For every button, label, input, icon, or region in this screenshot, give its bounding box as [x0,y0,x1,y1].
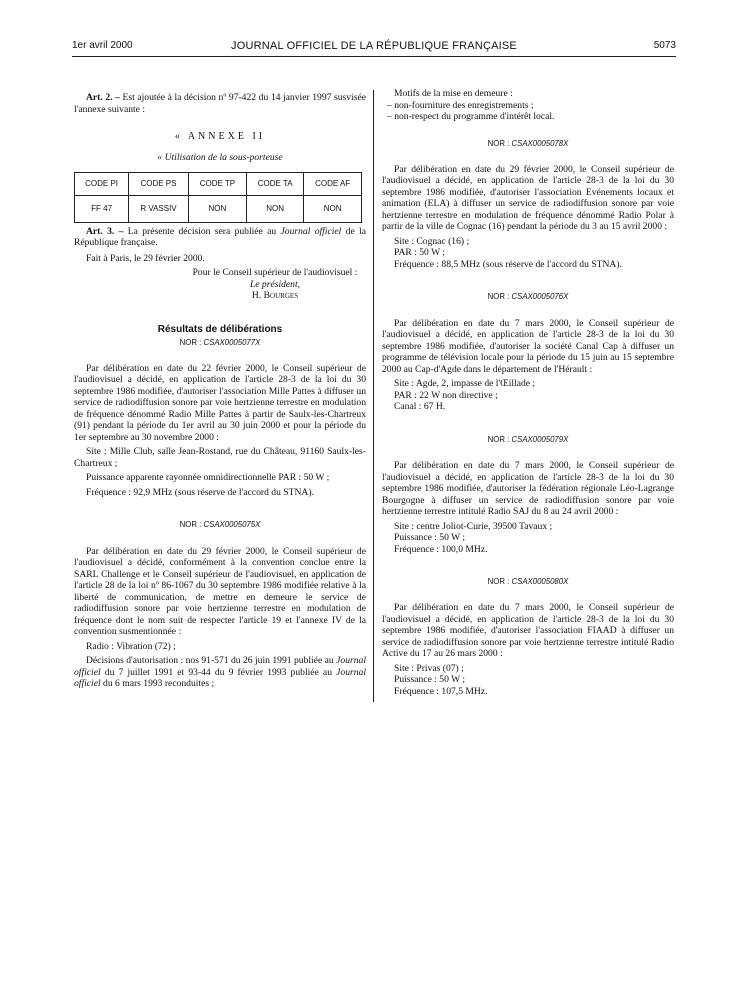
header-page-number: 5073 [653,40,676,51]
article-3 [74,226,366,249]
site-line: Site : centre Joliot-Curie, 39500 Tavaux ; [394,520,553,532]
deliberation-paragraph: Par délibération en date du 22 février 2000, le Conseil supérieur de l'audiovisuel a décidé, en application de l'article 28-3 de la loi du 30 septembre 1986 modifiée, d'autoriser l'association Mille Pattes à diffuser un service de radiodiffusion sonore par voie hertzienne terrestre en modulation de fréquence dénommé Radio Mille Pattes à partir de Saulx-les-Chartreux (91) pendant la période du 1er avril au 30 juin 2000 et pour la période du 1er septembre au 30 novembre 2000 : [74,362,366,443]
decisions-text: du 6 mars 1993 reconduites ; [100,678,215,690]
page-header [72,40,676,56]
power-line: Puissance : 50 W ; [394,532,466,544]
frequency-line: Fréquence : 100,0 MHz. [394,543,488,555]
header-rule [72,56,676,57]
article-3-text-end: de la République française. [74,225,366,248]
codes-table [74,172,362,223]
annex-subtitle [74,152,366,164]
table-cell: R VASSIV [129,195,189,222]
nor-reference [382,577,674,586]
site-line: Site : Agde, 2, impasse de l'Œillade ; [394,378,536,390]
nor-label: NOR : [487,577,510,587]
signature-line-2 [74,279,366,291]
nor-code: CSAX0005077X [203,337,261,347]
frequency-line: Fréquence : 88,5 MHz (sous réserve de l'accord du STNA). [394,258,622,270]
annex-title: « ANNEXE II [174,131,266,142]
column-divider [373,90,374,702]
site-line: Site : Privas (07) ; [394,662,464,674]
table-header-cell: CODE TA [247,172,304,195]
site-line: Site : Cognac (16) ; [394,235,470,247]
nor-reference [74,338,366,347]
nor-reference [74,520,366,529]
nor-code: CSAX0005078X [511,138,569,148]
header-journal-title: JOURNAL OFFICIEL DE LA RÉPUBLIQUE FRANÇAISE [231,40,517,52]
signature-line-1: Pour le Conseil supérieur de l'audiovisuel : [192,267,358,278]
nor-label: NOR : [179,520,202,530]
table-header-cell: CODE TP [188,172,246,195]
signature-name: H. Bourges [251,290,299,301]
frequency-line: Fréquence : 92,9 MHz (sous réserve de l'accord du STNA). [86,486,314,498]
article-2 [74,92,366,115]
article-2-text: Est ajoutée à la décision nº 97-422 du 14 janvier 1997 susvisée l'annexe suivante : [74,92,366,115]
article-3-text: La présente décision sera publiée au [123,225,281,237]
signature-title: Le président, [249,278,301,290]
left-column [74,92,366,690]
table-cell: NON [247,195,304,222]
header-date: 1er avril 2000 [72,40,133,51]
motifs-title: Motifs de la mise en demeure : [394,88,513,99]
frequency-line: Fréquence : 107,5 MHz. [394,685,488,697]
decisions-text: Décisions d'autorisation : nos 91-571 du 26 juin 1991 publiée au [86,655,337,667]
article-2-label: Art. 2. – [86,92,120,103]
radio-line: Radio : Vibration (72) ; [86,640,176,652]
deliberation-paragraph: Par délibération en date du 7 mars 2000, le Conseil supérieur de l'audiovisuel a décidé, en application de l'article 28-3 de la loi du 30 septembre 1986 modifiée, d'autoriser l'association FIAAD à diffuser un service de radiodiffusion sonore par voie hertzienne terrestre intitulé Radio Active du 17 au 26 mars 2000 : [382,602,674,660]
par-line: PAR : 50 W ; [394,247,446,259]
table-row [75,195,362,222]
nor-code: CSAX0005075X [203,520,261,530]
nor-reference [382,292,674,301]
deliberation-paragraph: Par délibération en date du 29 février 2000, le Conseil supérieur de l'audiovisuel a décidé, en application de l'article 28-3 de la loi du 30 septembre 1986 modifiée, d'autoriser l'association Evénements locaux et animation (ELA) à diffuser un service de radiodiffusion sonore par voie hertzienne terrestre en modulation de fréquence dénommé Radio Polar à partir de la ville de Cognac (16) pendant la période du 3 au 15 avril 2000 : [382,163,674,233]
table-header-cell: CODE PS [129,172,189,195]
table-cell: NON [304,195,362,222]
power-line: Puissance : 50 W ; [394,674,466,686]
codes-table-header [75,172,362,195]
deliberation-paragraph: Par délibération en date du 29 février 2000, le Conseil supérieur de l'audiovisuel a décidé, conformément à la convention conclue entre la SARL Challenge et le Conseil supérieur de l'audiovisuel, en application de l'article 28 de la loi nº 86-1067 du 30 septembre 1986 modifiée relative à la liberté de communication, de mettre en demeure le service de radiodiffusion sonore par voie hertzienne terrestre en modulation de fréquence dont le nom suit de respecter l'article 19 et l'annexe IV de la convention susmentionnée : [74,545,366,638]
nor-label: NOR : [487,292,510,302]
decisions-line [74,655,366,690]
table-cell: FF 47 [75,195,129,222]
site-line: Site : Mille Club, salle Jean-Rostand, rue du Château, 91160 Saulx-les-Chartreux ; [74,446,366,469]
signature-place-date: Fait à Paris, le 29 février 2000. [86,252,205,264]
nor-label: NOR : [179,337,202,347]
journal-officiel-ref: Journal officiel [74,655,366,678]
power-line: Puissance apparente rayonnée omnidirectionnelle PAR : 50 W ; [86,472,330,484]
right-column [382,88,674,697]
nor-label: NOR : [487,434,510,444]
nor-code: CSAX0005079X [511,434,569,444]
section-title: Résultats de délibérations [157,323,283,335]
nor-reference [382,435,674,444]
nor-code: CSAX0005080X [511,577,569,587]
table-header-cell: CODE AF [304,172,362,195]
table-header-cell: CODE PI [75,172,129,195]
table-cell: NON [188,195,246,222]
nor-label: NOR : [487,138,510,148]
deliberation-paragraph: Par délibération en date du 7 mars 2000, le Conseil supérieur de l'audiovisuel a décidé, en application de l'article 28-3 de la loi du 30 septembre 1986 modifiée, d'autoriser la société Canal Cap à diffuser un programme de télévision locale pour la période du 15 juin au 15 septembre 2000 au Cap-d'Agde dans le département de l'Hérault : [382,317,674,375]
nor-code: CSAX0005076X [511,292,569,302]
nor-reference [382,139,674,148]
decisions-text: du 7 juillet 1991 et 93-44 du 9 février 1993 publiée au [100,666,337,678]
annex-subtitle-text: « Utilisation de la sous-porteuse [157,152,283,163]
par-line: PAR : 22 W non directive ; [394,389,498,401]
article-3-label: Art. 3. – [86,225,124,237]
journal-officiel-ref: Journal officiel [74,666,366,690]
motif-item: – non-respect du programme d'intérêt local. [387,111,555,122]
canal-line: Canal : 67 H. [394,401,446,413]
motif-item: – non-fourniture des enregistrements ; [387,99,534,111]
journal-officiel-ref: Journal officiel [280,225,342,237]
deliberation-paragraph: Par délibération en date du 7 mars 2000, le Conseil supérieur de l'audiovisuel a décidé, en application de l'article 28-3 de la loi du 30 septembre 1986 modifiée, d'autoriser la fédération régionale Léo-Lagrange Bourgogne à diffuser un service de radiodiffusion sonore par voie hertzienne terrestre intitulé Radio SAJ du 8 au 24 avril 2000 : [382,460,674,518]
